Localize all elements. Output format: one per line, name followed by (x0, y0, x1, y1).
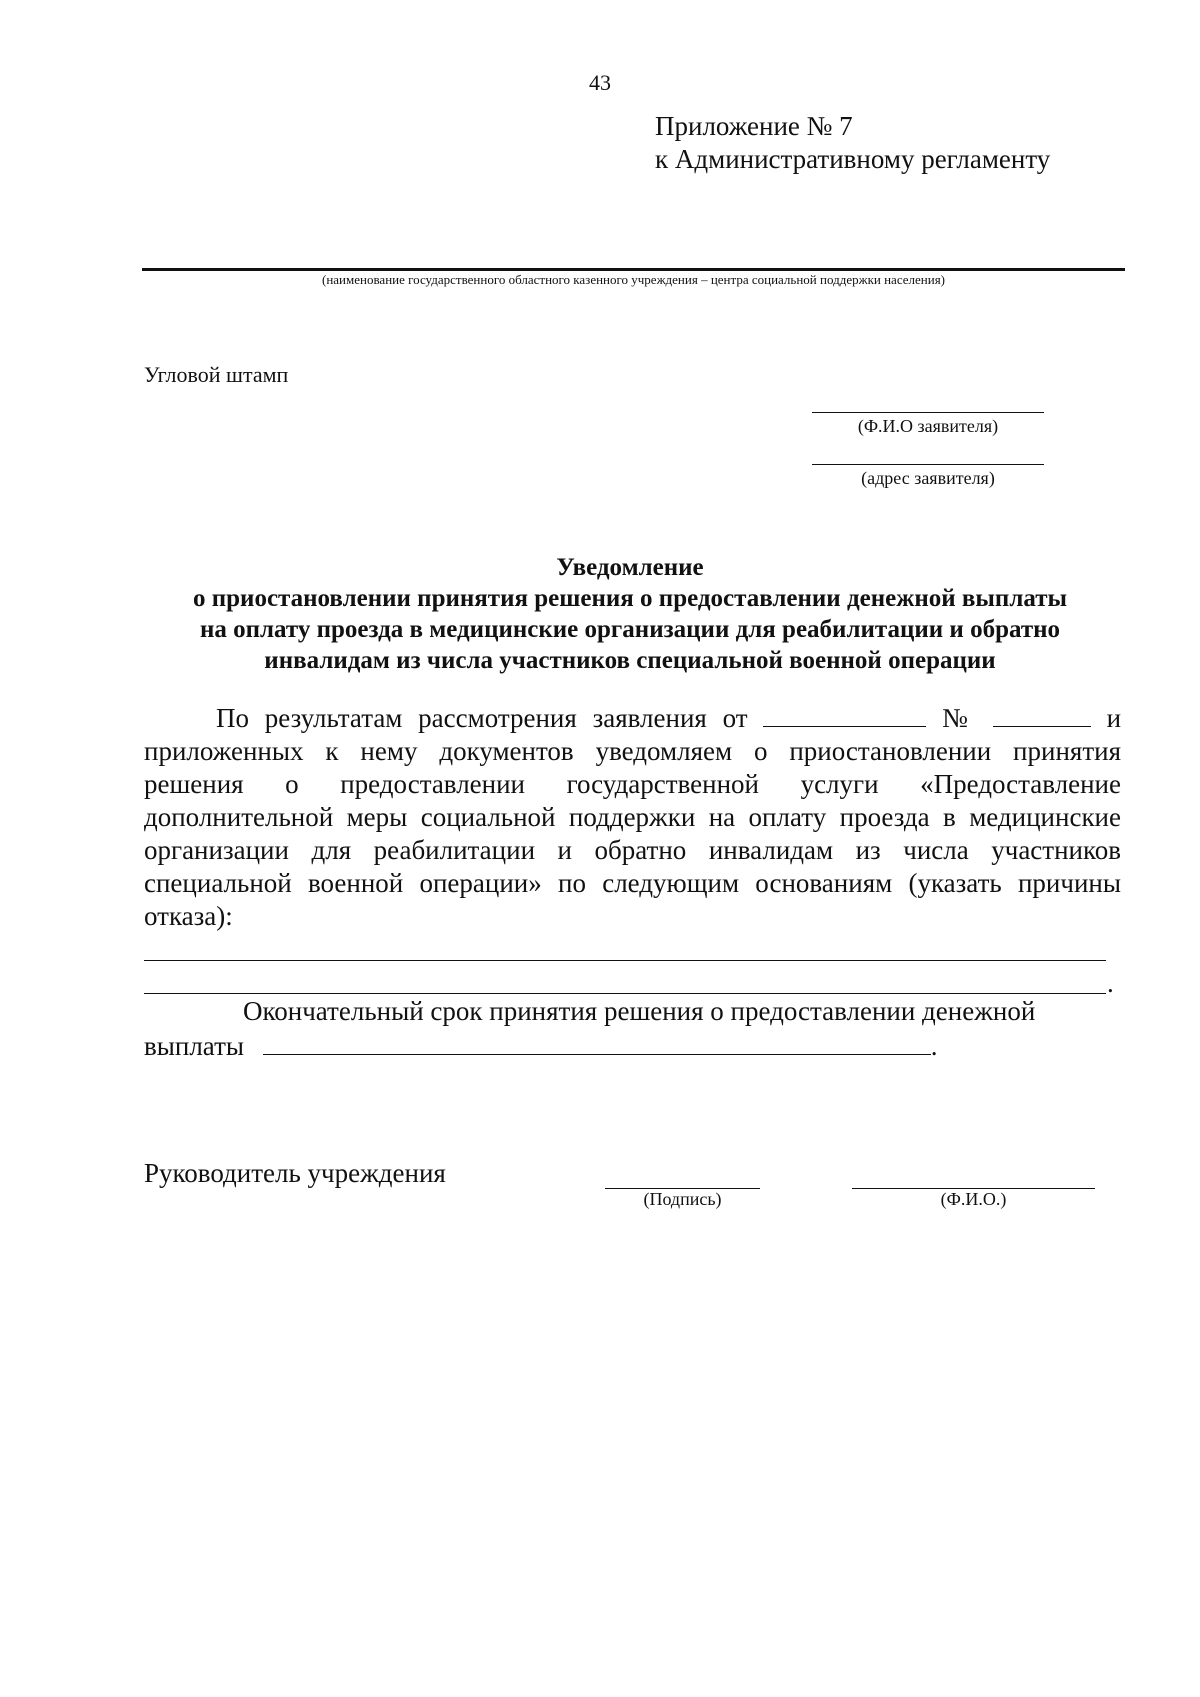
head-of-institution-label: Руководитель учреждения (144, 1158, 446, 1188)
reasons-end-period: . (1107, 968, 1114, 998)
appendix-header (655, 110, 1050, 176)
deadline-end-period: . (930, 1031, 938, 1061)
document-title (120, 552, 1140, 676)
notice-paragraph (144, 700, 1121, 933)
paragraph-part-1: По результатам рассмотрения заявления от (216, 703, 748, 733)
applicant-name-line (812, 412, 1044, 413)
title-line-1: Уведомление (556, 554, 704, 581)
number-sign: № (942, 703, 977, 733)
head-name-caption: (Ф.И.О.) (940, 1189, 1007, 1209)
deadline-paragraph (144, 995, 1121, 1063)
title-line-4: инвалидам из числа участников специальной военной операции (264, 647, 996, 674)
application-number-blank (993, 700, 1091, 727)
page-number: 43 (589, 70, 611, 95)
corner-stamp-label: Угловой штамп (144, 362, 289, 387)
title-line-2: о приостановлении принятия решения о предоставлении денежной выплаты (192, 585, 1067, 612)
appendix-line-1: Приложение № 7 (655, 111, 853, 141)
deadline-text: Окончательный срок принятия решения о предоставлении денежной выплаты (144, 996, 1036, 1061)
reason-line-2 (144, 993, 1106, 994)
appendix-line-2: к Административному регламенту (655, 144, 1051, 174)
applicant-name-caption: (Ф.И.О заявителя) (857, 416, 999, 436)
application-date-blank (763, 700, 926, 727)
organization-name-line (142, 268, 1125, 271)
applicant-address-line (812, 464, 1044, 465)
reason-line-1 (144, 960, 1106, 961)
applicant-address-caption: (адрес заявителя) (861, 468, 995, 488)
title-line-3: на оплату проезда в медицинские организации для реабилитации и обратно (199, 616, 1061, 643)
organization-name-caption: (наименование государственного областного казенного учреждения – центра социальной поддержки населения) (321, 272, 946, 287)
signature-caption: (Подпись) (643, 1189, 722, 1209)
paragraph-part-2: и приложенных к нему документов уведомляем о приостановлении принятия решения о предоставлении государственной услуги «Предоставление дополнительной меры социальной поддержки на оплату проезда в медицинские организации для реабилитации и обратно инвалидам из числа участников специальной военной операции» по следующим основаниям (указать причины отказа): (144, 703, 1122, 931)
deadline-blank (263, 1028, 931, 1055)
